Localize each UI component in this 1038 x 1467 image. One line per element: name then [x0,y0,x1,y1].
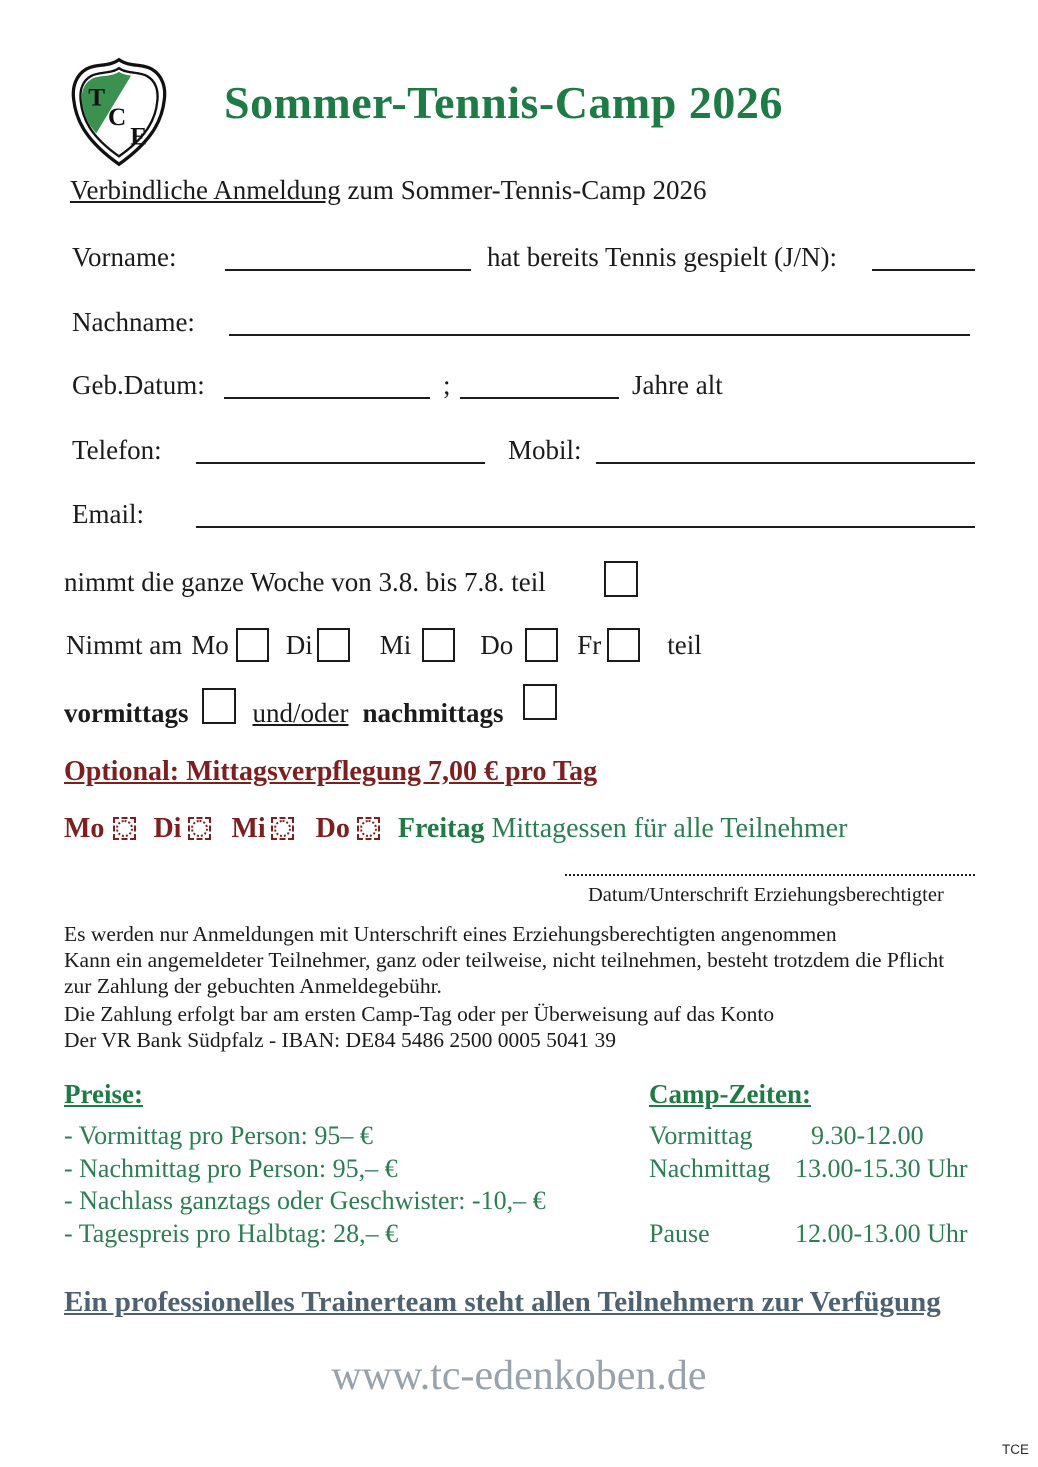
day-participation-row [66,628,702,662]
checkbox-day-mi[interactable] [422,628,455,662]
checkbox-day-mo[interactable] [236,628,269,662]
page-title: Sommer-Tennis-Camp 2026 [224,77,783,128]
meal-checkbox-circle-icon [191,820,208,837]
logo-letter-t: T [88,84,106,112]
tce-logo [62,56,176,168]
payment-line2: Der VR Bank Südpfalz - IBAN: DE84 5486 2500 0005 5041 39 [64,1028,616,1052]
zeiten-time: 13.00-15.30 Uhr [795,1153,968,1183]
gebdatum-label: Geb.Datum: [72,370,205,400]
checkbox-day-di[interactable] [317,628,350,662]
terms-line3: zur Zahlung der gebuchten Anmeldegebühr. [64,974,442,998]
terms-line1: Es werden nur Anmeldungen mit Unterschrift eines Erziehungsberechtigten angenommen [64,922,837,946]
freitag-note: Mittagessen für alle Teilnehmer [484,813,848,844]
tennis-question-field-line[interactable] [872,269,975,271]
checkbox-whole-week[interactable] [604,561,638,597]
zeiten-time: 12.00-13.00 Uhr [795,1218,968,1248]
telefon-label: Telefon: [72,435,162,465]
subtitle-underlined: Verbindliche Anmeldung [70,175,341,205]
zeiten-label: Nachmittag [649,1153,771,1183]
subtitle [70,174,706,206]
tce-shield-icon [62,56,176,168]
vorname-field-line[interactable] [225,269,471,271]
jahre-alt-label: Jahre alt [632,370,723,400]
meal-checkbox-do[interactable] [357,817,380,840]
vormittags-label: vormittags [64,698,189,728]
checkbox-day-fr[interactable] [607,628,640,662]
meal-checkbox-mo[interactable] [113,817,136,840]
checkbox-nachmittags[interactable] [523,684,557,720]
meal-checkbox-circle-icon [116,820,133,837]
camp-zeiten-table [649,1120,968,1250]
tennis-question-label: hat bereits Tennis gespielt (J/N): [487,242,838,272]
optional-heading: Optional: Mittagsverpflegung 7,00 € pro Tag [64,756,598,787]
preise-item: - Nachlass ganztags oder Geschwister: -10,– € [64,1186,546,1215]
subtitle-rest: zum Sommer-Tennis-Camp 2026 [340,175,707,205]
website-link[interactable]: www.tc-edenkoben.de [331,1353,707,1399]
camp-zeiten-heading: Camp-Zeiten: [649,1079,811,1109]
meal-checkbox-circle-icon [274,820,291,837]
telefon-field-line[interactable] [196,462,485,464]
meal-day-label-mo: Mo [64,813,105,844]
zeiten-time: 9.30-12.00 [811,1121,924,1150]
preise-item: - Vormittag pro Person: 95– € [64,1121,373,1150]
time-of-day-row [64,695,557,731]
days-prefix: Nimmt am [66,630,183,660]
mobil-field-line[interactable] [596,462,975,464]
logo-letter-e: E [130,123,148,151]
meal-days-row [64,812,847,845]
undoder-label: und/oder [252,698,349,728]
zeiten-row-spacer [649,1185,968,1218]
logo-letter-c: C [108,104,127,132]
meal-checkbox-mi[interactable] [271,817,294,840]
day-label-fr: Fr [577,630,602,660]
checkbox-vormittags[interactable] [202,688,236,724]
zeiten-row-vormittag [649,1120,968,1153]
signature-line[interactable] [565,874,975,876]
day-label-do: Do [480,630,514,660]
day-label-mo: Mo [191,630,229,660]
days-suffix: teil [667,630,702,660]
preise-item: - Nachmittag pro Person: 95,– € [64,1153,398,1183]
meal-checkbox-circle-icon [360,820,377,837]
freitag-label: Freitag [397,813,485,844]
zeiten-row-nachmittag [649,1153,968,1186]
zeiten-row-pause [649,1218,968,1251]
meal-day-label-do: Do [315,813,350,844]
gebdatum-field-line[interactable] [224,397,430,399]
gebdatum-separator: ; [443,370,451,400]
whole-week-label: nimmt die ganze Woche von 3.8. bis 7.8. teil [64,567,546,597]
nachmittags-label: nachmittags [362,698,504,728]
day-label-mi: Mi [379,630,412,660]
zeiten-label: Vormittag [649,1121,753,1150]
preise-heading: Preise: [64,1079,143,1109]
corner-label: TCE [1002,1442,1029,1457]
meal-checkbox-di[interactable] [188,817,211,840]
preise-item: - Tagespreis pro Halbtag: 28,– € [64,1218,399,1248]
checkbox-day-do[interactable] [525,628,558,662]
payment-line1: Die Zahlung erfolgt bar am ersten Camp-Tag oder per Überweisung auf das Konto [64,1002,775,1026]
signature-caption: Datum/Unterschrift Erziehungsberechtigter [588,884,944,906]
nachname-field-line[interactable] [229,334,970,336]
email-label: Email: [72,499,144,529]
meal-day-label-di: Di [153,813,182,844]
nachname-label: Nachname: [72,307,195,337]
vorname-label: Vorname: [72,242,177,272]
email-field-line[interactable] [196,526,975,528]
preise-list [64,1120,546,1250]
terms-line2: Kann ein angemeldeter Teilnehmer, ganz oder teilweise, nicht teilnehmen, besteht trotzdem die Pflicht [64,948,945,972]
mobil-label: Mobil: [508,435,582,465]
zeiten-label: Pause [649,1218,710,1248]
trainer-statement: Ein professionelles Trainerteam steht allen Teilnehmern zur Verfügung [64,1286,941,1318]
day-label-di: Di [285,630,313,660]
alter-field-line[interactable] [460,397,619,399]
meal-day-label-mi: Mi [231,813,266,844]
